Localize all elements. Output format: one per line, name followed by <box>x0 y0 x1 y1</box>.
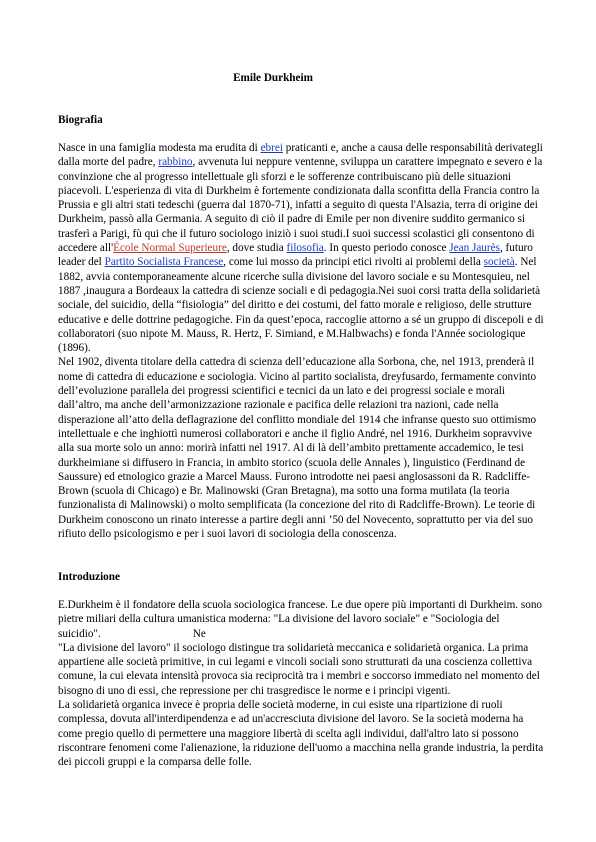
text-run: , avvenuta lui neppure ventenne, sviluppa un carattere impegnato e severo e la convinzione che al progresso intellettuale gli sforzi e le sofferenze contribuiscano più delle situazioni piacevoli. L'esperienza di vita di Durkheim è fortemente condizionata dalla sconfitta della Francia contro la Prussia e gli altri stati tedeschi (guerra dal 1870-71), infatti a seguito di questa l'Alsazia, terra di origine dei Durkheim, passò alla Germania. A seguito di ciò il padre di Emile per non divenire suddito germanico si trasferì a Parigi, fù qui che il futuro sociologo iniziò i suoi studi.I suoi successi scolastici gli consentono di accedere all' <box>58 156 543 255</box>
page-title: Emile Durkheim <box>233 72 313 84</box>
text-run: Nasce in una famiglia modesta ma erudita di <box>58 142 261 154</box>
text-run: . Nel 1882, avvia contemporaneamente alcune ricerche sulla divisione del lavoro sociale e su Montesquieu, nel 1887 ,inaugura a Bordeaux la cattedra di scienze sociali e di pedagogia.Nei suoi corsi tratta della solidarietà sociale, del suicidio, della “fisiologia” del diritto e dei costumi, del fatto morale e religioso, delle strutture educative e delle dottrine pedagogiche. Fin da quest’epoca, raccoglie attorno a sé un gruppo di discepoli e di collaboratori (suo nipote M. Mauss, R. Hertz, F. Simiand, e M.Halbwachs) e fonda l'Année sociologique (1896). <box>58 256 544 355</box>
link-rabbino[interactable]: rabbino <box>158 156 193 169</box>
introduzione-paragraph-2: "La divisione del lavoro" il sociologo distingue tra solidarietà meccanica e solidarietà organica. La prima appartiene alle società primitive, in cui legami e vincoli sociali sono strutturati da una coscienza collettiva comune, la cui elevata intensità provoca sia reciprocità tra i membri e soccorso immediato nel momento del bisogno di uno di essi, che repressione per chi trasgredisce le norme e i principi vigenti. <box>58 641 540 697</box>
text-run: . In questo periodo conosce <box>323 242 450 255</box>
introduzione-section <box>58 598 544 770</box>
text-run: Ne <box>192 627 206 640</box>
link-partito-socialista[interactable]: Partito Socialista Francese <box>104 256 224 269</box>
biografia-section <box>58 141 544 541</box>
section-heading-biografia: Biografia <box>58 114 103 126</box>
text-run: praticanti e, anche a causa delle responsabilità derivategli dalla morte del padre, <box>58 142 543 169</box>
text-run: E.Durkheim è il fondatore della scuola sociologica francese. Le due opere più importanti di Durkheim. sono pietre miliari della cultura umanistica moderna: "La divisione del lavoro sociale" e "Sociologia del suicidio". <box>58 599 543 640</box>
link-societa[interactable]: società <box>483 256 515 269</box>
section-heading-introduzione: Introduzione <box>58 571 120 583</box>
introduzione-paragraph-3: La solidarietà organica invece è propria delle società moderne, in cui esiste una ripartizione di ruoli complessa, dovuta all'interdipendenza e ad un'accresciuta divisione del lavoro. Se la società moderna ha come pregio quello di permettere una maggiore libertà di scelta agli individui, dall'altro lato si possono riscontrare fenomeni come l'alienazione, la riduzione dell'uomo a macchina nella grande industria, la perdita dei piccoli gruppi e la comparsa delle folle. <box>58 699 544 769</box>
link-filosofia[interactable]: filosofia <box>286 242 324 255</box>
biografia-paragraph-1 <box>58 141 544 355</box>
text-run: , futuro leader del <box>58 242 533 269</box>
biografia-paragraph-2: Nel 1902, diventa titolare della cattedra di scienza dell’educazione alla Sorbona, che, nel 1913, prenderà il nome di cattedra di educazione e sociologia. Vicino al partito socialista, dreyfusardo, fermamente convinto dell’evoluzione parallela dei progressi scientifici e tecnici da un lato e dei progressi sociale e morali dall’altro, ma anche dell’armonizzazione razionale e pacifica delle relazioni tra nazioni, cade nella disperazione all’atto della deflagrazione del conflitto mondiale del 1914 che infranse questo suo ottimismo intellettuale e che inghiottì numerosi collaboratori e anche il figlio André, nel 1916. Durkheim sopravvive alla sua morte solo un anno: morirà infatti nel 1917. Al di là dell’ambito prettamente accademico, le tesi durkheimiane si diffusero in Francia, in ambito storico (scuola delle Annales ), linguistico (Ferdinand de Saussure) ed etnologico grazie a Marcel Mauss. Furono introdotte nei paesi anglosassoni da R. Radcliffe-Brown (scuola di Chicago) e Br. Malinowski (Gran Bretagna), ma sotto una forma mutilata (la teoria funzionalista di Malinowski) o molto semplificata (la concezione del rito di Radcliffe-Brown). Le teorie di Durkheim conoscono un rinato interesse a partire degli anni ’50 del Novecento, soprattutto per via del suo rifiuto dello psicologismo e per i suoi lavori di sociologia della conoscenza. <box>58 356 537 541</box>
text-run: , come lui mosso da principi etici rivolti ai problemi della <box>223 256 484 269</box>
link-ecole-normale[interactable]: École Normal Superieure <box>113 242 227 255</box>
text-run: , dove studia <box>226 242 287 255</box>
introduzione-paragraph-1 <box>58 598 544 641</box>
link-jean-jaures[interactable]: Jean Jaurès <box>449 242 500 255</box>
link-ebrei[interactable]: ebrei <box>260 142 283 154</box>
